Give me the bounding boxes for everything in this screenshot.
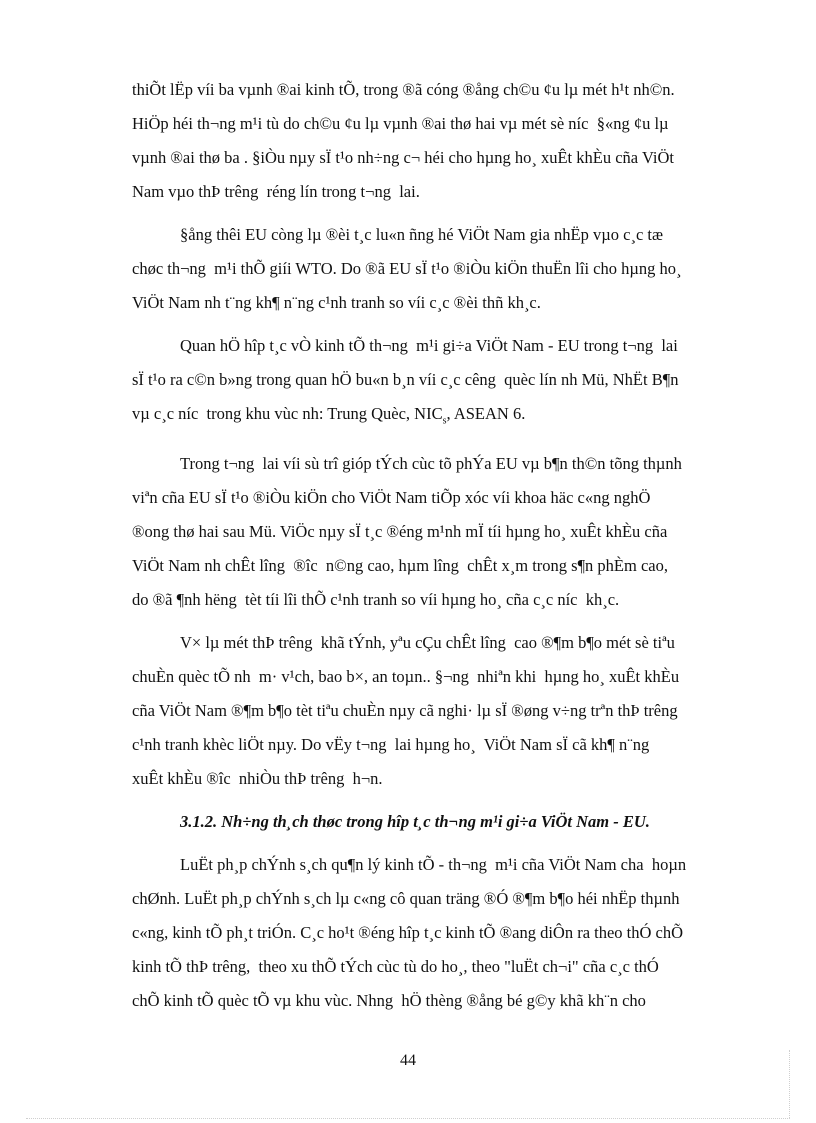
text-line: xuÊt khÈu ®îc nhiÒu thÞ trêng h¬n. [132, 769, 383, 789]
paragraph-3 [132, 329, 760, 438]
text-line: sÏ t¹o ra c©n b»ng trong quan hÖ bu«n b¸n víi c¸c cêng quèc lín nh Mü, NhËt B¶n [132, 370, 679, 389]
text-line: chuÈn quèc tÕ nh m· v¹ch, bao b×, an toµn.. §¬ng nhiªn khi hµng ho¸ xuÊt khÈu [132, 667, 680, 687]
text-line: kinh tÕ thÞ trêng, theo xu thÕ tÝch cùc tù do ho¸, theo "luËt ch¬i" cña c¸c thÓ [132, 957, 659, 977]
text-line: vµnh ®ai thø ba . §iÒu nµy sÏ t¹o nh÷ng c¬ héi cho hµng ho¸ xuÊt khÈu cña ViÖt [132, 148, 674, 167]
text-line: LuËt ph¸p chÝnh s¸ch qu¶n lý kinh tÕ - th¬ng m¹i cña ViÖt Nam cha hoµn [180, 855, 687, 875]
paragraph-5 [132, 626, 760, 796]
text-line: Nam vµo thÞ trêng réng lín trong t¬ng lai. [132, 182, 420, 201]
subscript: s [442, 415, 447, 427]
text-line: Trong t¬ng lai víi sù trî gióp tÝch cùc tõ phÝa EU vµ b¶n th©n tõng thµnh [180, 454, 682, 474]
text-line: vµ c¸c níc trong khu vùc nh: Trung Quèc, $NIC_s$, ASEAN 6. [132, 404, 526, 427]
text-line: c¹nh tranh khèc liÖt nµy. Do vËy t¬ng lai hµng ho¸ ViÖt Nam sÏ cã kh¶ n¨ng [132, 735, 650, 755]
text-segment: vµ c¸c níc trong khu vùc nh: Trung Quèc, NIC [132, 404, 443, 423]
text-line: ViÖt Nam nh t¨ng kh¶ n¨ng c¹nh tranh so víi c¸c ®èi thñ kh¸c. [132, 293, 541, 312]
text-line: §ång thêi EU còng lµ ®èi t¸c lu«n ñng hé ViÖt Nam gia nhËp vµo c¸c tæ [180, 225, 663, 244]
text-line: V× lµ mét thÞ trêng khã tÝnh, yªu cÇu chÊt lîng cao ®¶m b¶o mét sè tiªu [180, 633, 675, 653]
text-line: ®ong thø hai sau Mü. ViÖc nµy sÏ t¸c ®éng m¹nh mÏ tíi hµng ho¸ xuÊt khÈu cña [132, 522, 668, 542]
text-line: chøc th¬ng m¹i thÕ giíi WTO. Do ®ã EU sÏ t¹o ®iÒu kiÖn thuËn lîi cho hµng ho¸ [132, 259, 682, 278]
paragraph-2 [132, 218, 760, 320]
text-line: do ®ã ¶nh hëng tèt tíi lîi thÕ c¹nh tranh so víi hµng ho¸ cña c¸c níc kh¸c. [132, 590, 620, 610]
text-line: ViÖt Nam nh chÊt lîng ®îc n©ng cao, hµm lîng chÊt x¸m trong s¶n phÈm cao, [132, 556, 668, 576]
text-line: chÕ kinh tÕ quèc tÕ vµ khu vùc. Nhng hÖ thèng ®ång bé g©y khã kh¨n cho [132, 991, 646, 1011]
text-line: HiÖp héi th¬ng m¹i tù do ch©u ¢u lµ vµnh ®ai thø hai vµ mét sè níc §«ng ¢u lµ [132, 114, 669, 133]
text-line: thiÕt lËp víi ba vµnh ®ai kinh tÕ, trong ®ã cóng ®ång ch©u ¢u lµ mét h¹t nh©n. [132, 80, 675, 99]
section-heading: 3.1.2. Nh÷ng th¸ch thøc trong hîp t¸c th¬ng m¹i gi÷a ViÖt Nam - EU. [180, 812, 650, 832]
paragraph-6 [132, 848, 760, 1018]
margin-divider [789, 1050, 790, 1118]
text-segment: ASEAN 6. [453, 404, 526, 423]
paragraph-4 [132, 447, 760, 617]
page-number: 44 [400, 1052, 416, 1069]
text-line: cña ViÖt Nam ®¶m b¶o tèt tiªu chuÈn nµy cã nghi· lµ sÏ ®øng v÷ng trªn thÞ trêng [132, 701, 678, 721]
text-line: c«ng, kinh tÕ ph¸t triÓn. C¸c ho¹t ®éng hîp t¸c kinh tÕ ®ang diÔn ra theo thÓ chÕ [132, 923, 684, 943]
paragraph-1 [132, 73, 760, 209]
text-line: chØnh. LuËt ph¸p chÝnh s¸ch lµ c«ng cô quan träng ®Ó ®¶m b¶o héi nhËp thµnh [132, 889, 680, 909]
document-body [132, 73, 760, 1018]
text-line: Quan hÖ hîp t¸c vÒ kinh tÕ th¬ng m¹i gi÷a ViÖt Nam - EU trong t¬ng lai [180, 336, 678, 355]
footer-divider [26, 1118, 790, 1119]
text-line: viªn cña EU sÏ t¹o ®iÒu kiÖn cho ViÖt Nam tiÕp xóc víi khoa häc c«ng nghÖ [132, 488, 651, 508]
